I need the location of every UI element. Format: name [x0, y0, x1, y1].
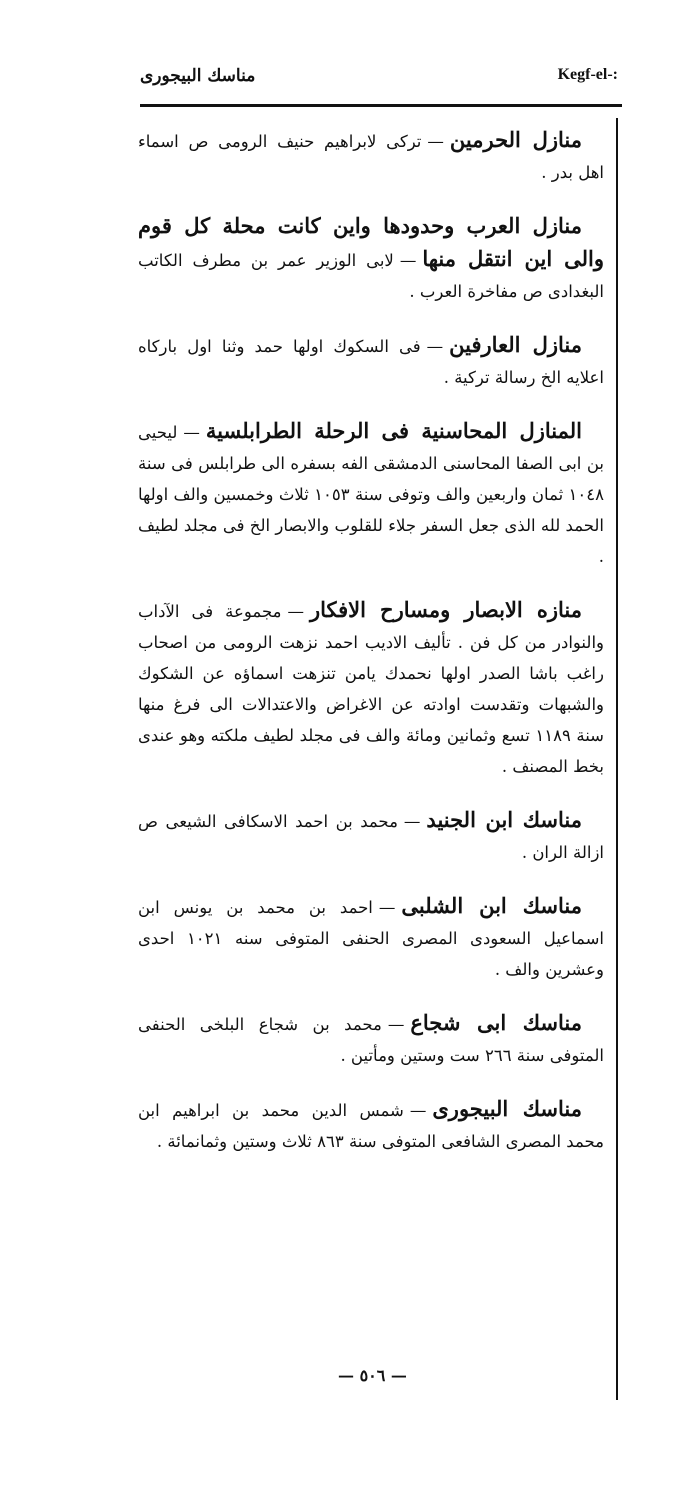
- entry-5: [138, 594, 604, 782]
- entry-dash: —: [287, 602, 304, 621]
- entry-2: [138, 210, 604, 307]
- entry-text: شمس الدين محمد بن ابراهيم ابن محمد المصرى الشافعى المتوفى سنة ٨٦٣ ثلاث وستين وثمانمائة .: [138, 1101, 604, 1151]
- entry-dash: —: [427, 132, 444, 151]
- entry-7: [138, 890, 604, 985]
- entry-dash: —: [426, 337, 444, 356]
- entry-title: منازل العارفين: [449, 332, 582, 357]
- header-rule: [140, 104, 622, 107]
- entry-dash: —: [378, 898, 396, 917]
- entry-4: [138, 415, 604, 572]
- entry-text: فى السكوك اولها حمد وثنا اول باركاه اعلايه الخ رسالة تركية .: [138, 337, 604, 387]
- entry-text: محمد بن احمد الاسكافى الشيعى ص ازالة الران .: [138, 812, 604, 862]
- entry-text: احمد بن محمد بن يونس ابن اسماعيل السعودى المصرى الحنفى المتوفى سنه ١٠٢١ احدى وعشرين والف .: [138, 898, 604, 979]
- entry-text: ليحيى بن ابى الصفا المحاسنى الدمشقى الفه بسفره الى طرابلس فى سنة ١٠٤٨ ثمان واربعين والف وتوفى سنة ١٠٥٣ ثلاث وخمسين والف اولها الحمد لله الذى جعل السفر جلاء للقلوب والابصار الخ فى مجلد لطيف .: [138, 423, 604, 566]
- entry-title: منازل الحرمين: [449, 127, 583, 152]
- entry-dash: —: [183, 423, 200, 442]
- entry-9: [138, 1093, 604, 1157]
- entry-dash: —: [399, 251, 417, 270]
- page-number: — ٥٠٦ —: [338, 1366, 407, 1385]
- entry-title: منازل العرب وحدودها واين كانت محلة كل قوم والى اين انتقل منها: [138, 213, 605, 271]
- entry-title: منازه الابصار ومسارح الافكار: [309, 597, 582, 622]
- entry-title: مناسك البيجورى: [432, 1096, 582, 1121]
- entry-dash: —: [387, 1015, 405, 1034]
- entry-dash: —: [403, 812, 421, 831]
- entry-title: مناسك ابن الشلبى: [401, 893, 582, 918]
- entry-title: المنازل المحاسنية فى الرحلة الطرابلسية: [205, 418, 582, 443]
- running-title: مناسك البيجورى: [140, 66, 256, 86]
- entry-dash: —: [409, 1101, 427, 1120]
- entry-text: تركى لابراهيم حنيف الرومى ص اسماء اهل بدر .: [138, 132, 604, 182]
- running-header: [118, 64, 618, 92]
- entry-title: مناسك ابن الجنيد: [426, 807, 582, 832]
- entry-text: مجموعة فى الآداب والنوادر من كل فن . تأليف الاديب احمد نزهت الرومى من اصحاب راغب باشا الصدر اولها نحمدك يامن تنزهت اسماؤه عن الشكوك والشبهات وتقدست اوادته عن الاغراض والاعتدالات الى فرغ منها سنة ١١٨٩ تسع وثمانين ومائة والف فى مجلد لطيف ملكته وهو عندى بخط المصنف .: [138, 602, 604, 776]
- entry-title: مناسك ابى شجاع: [410, 1010, 582, 1035]
- entry-text: لابى الوزير عمر بن مطرف الكاتب البغدادى ص مفاخرة العرب .: [138, 251, 604, 301]
- entry-6: [138, 804, 604, 868]
- entry-3: [138, 329, 604, 393]
- entry-text: محمد بن شجاع البلخى الحنفى المتوفى سنة ٢٦٦ ست وستين ومأتين .: [138, 1015, 604, 1065]
- source-label: Kegf-el-:: [557, 66, 618, 83]
- bibliography-entries: [138, 124, 604, 1179]
- margin-rule: [616, 118, 618, 1400]
- entry-1: [138, 124, 604, 188]
- entry-8: [138, 1007, 604, 1071]
